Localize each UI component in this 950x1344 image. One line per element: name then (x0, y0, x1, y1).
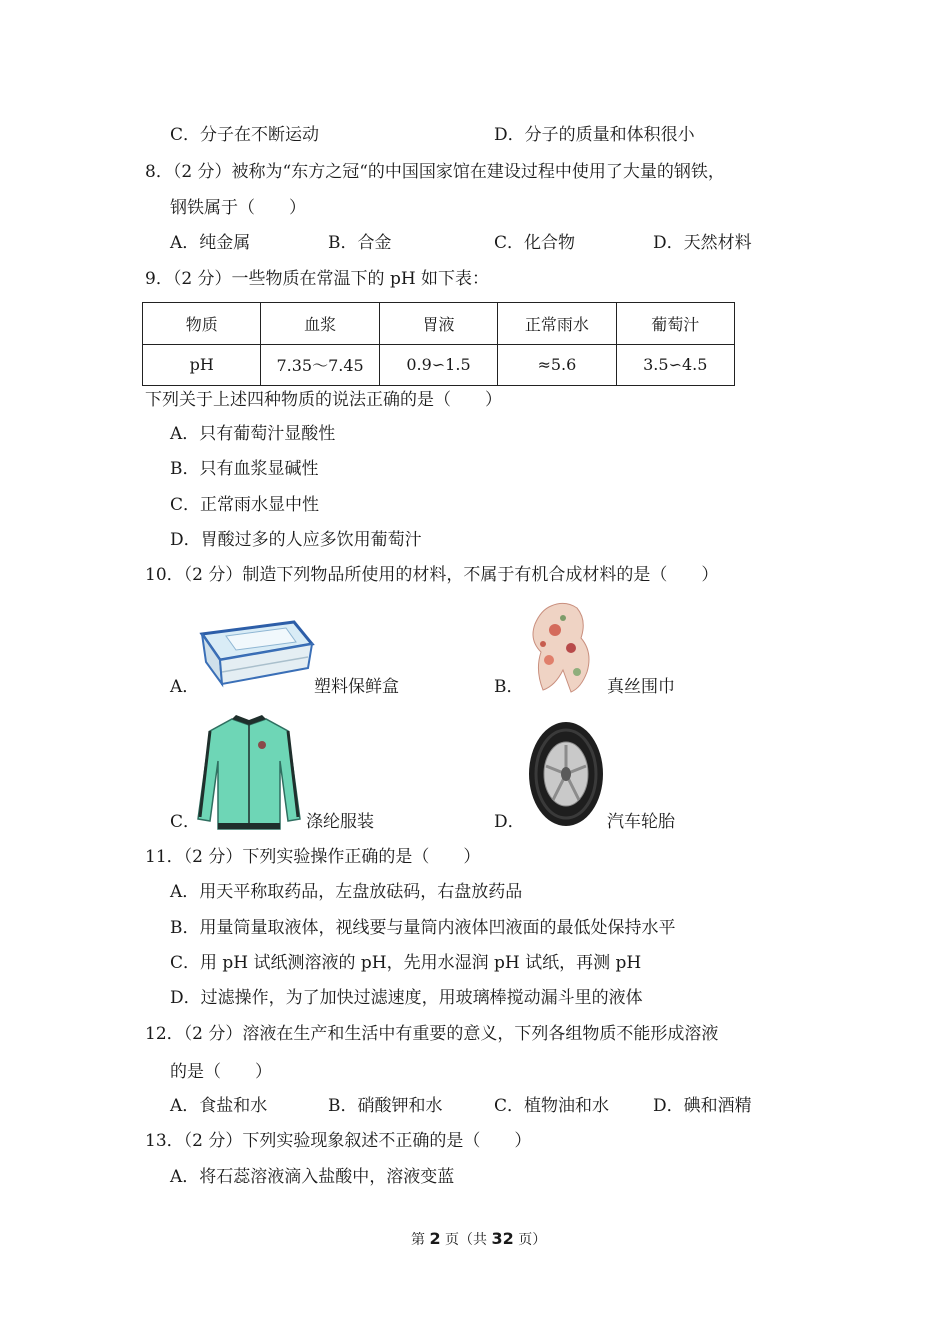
q11-option-d: D．过滤操作，为了加快过滤速度，用玻璃棒搅动漏斗里的液体 (170, 988, 643, 1008)
q10-option-b-text: 真丝围巾 (607, 677, 675, 697)
q8-option-c: C．化合物 (494, 233, 576, 253)
q13-option-a: A．将石蕊溶液滴入盐酸中，溶液变蓝 (170, 1167, 455, 1187)
table-cell: 3.5∽4.5 (616, 344, 734, 386)
q10-option-c-text: 涤纶服装 (306, 812, 374, 832)
q12-option-a: A．食盐和水 (170, 1096, 268, 1116)
table-header-row (143, 303, 735, 345)
q13-stem: 13．（2 分）下列实验现象叙述不正确的是（ ） (145, 1131, 532, 1151)
q12-option-b: B．硝酸钾和水 (328, 1096, 443, 1116)
footer-prefix: 第 (411, 1232, 430, 1248)
table-header: 正常雨水 (498, 303, 616, 345)
q12-stem-cont: 的是（ ） (170, 1062, 272, 1082)
q11-option-c: C．用 pH 试纸测溶液的 pH，先用水湿润 pH 试纸，再测 pH (170, 953, 642, 973)
table-cell: pH (143, 344, 261, 386)
q9-option-a: A．只有葡萄汁显酸性 (170, 424, 336, 444)
q9-stem: 9．（2 分）一些物质在常温下的 pH 如下表： (145, 269, 490, 289)
q10-stem: 10．（2 分）制造下列物品所使用的材料，不属于有机合成材料的是（ ） (145, 565, 719, 585)
q9-question: 下列关于上述四种物质的说法正确的是（ ） (145, 390, 502, 410)
q9-option-c: C．正常雨水显中性 (170, 495, 320, 515)
q11-stem: 11．（2 分）下列实验操作正确的是（ ） (145, 847, 481, 867)
car-tire-image (527, 720, 605, 828)
q10-option-c-letter: C． (170, 812, 201, 832)
q7-option-c: C．分子在不断运动 (170, 125, 320, 145)
table-cell: 0.9∽1.5 (379, 344, 497, 386)
q10-option-a-letter: A． (170, 677, 200, 697)
q8-stem-cont: 钢铁属于（ ） (170, 198, 306, 218)
total-page-count: 32 (491, 1229, 514, 1248)
q8-option-d: D．天然材料 (653, 233, 752, 253)
current-page-number: 2 (429, 1229, 441, 1248)
q12-option-c: C．植物油和水 (494, 1096, 610, 1116)
q12-option-d: D．碘和酒精 (653, 1096, 752, 1116)
q7-option-d: D．分子的质量和体积很小 (494, 125, 695, 145)
q12-stem: 12．（2 分）溶液在生产和生活中有重要的意义，下列各组物质不能形成溶液 (145, 1024, 719, 1044)
footer-suffix: 页） (513, 1232, 547, 1248)
silk-scarf-image (521, 600, 606, 694)
plastic-box-image (196, 612, 316, 694)
polyester-jacket-image (196, 711, 302, 833)
page-footer (411, 1228, 546, 1251)
ph-table (142, 302, 735, 386)
q10-option-d-letter: D． (494, 812, 525, 832)
q8-option-b: B．合金 (328, 233, 392, 253)
table-cell: ≈5.6 (498, 344, 616, 386)
q8-option-a: A．纯金属 (170, 233, 251, 253)
q10-option-a-text: 塑料保鲜盒 (314, 677, 399, 697)
q10-option-d-text: 汽车轮胎 (607, 812, 675, 832)
footer-middle: 页（共 (440, 1232, 492, 1248)
q8-stem: 8．（2 分）被称为“东方之冠“的中国国家馆在建设过程中使用了大量的钢铁， (145, 162, 725, 182)
q9-option-d: D．胃酸过多的人应多饮用葡萄汁 (170, 530, 422, 550)
table-header: 血浆 (261, 303, 379, 345)
table-header: 葡萄汁 (616, 303, 734, 345)
table-header: 物质 (143, 303, 261, 345)
q10-option-b-letter: B． (494, 677, 524, 697)
table-row (143, 344, 735, 386)
q11-option-a: A．用天平称取药品，左盘放砝码，右盘放药品 (170, 882, 523, 902)
table-header: 胃液 (379, 303, 497, 345)
q9-option-b: B．只有血浆显碱性 (170, 459, 319, 479)
table-cell: 7.35～7.45 (261, 344, 379, 386)
q11-option-b: B．用量筒量取液体，视线要与量筒内液体凹液面的最低处保持水平 (170, 918, 676, 938)
